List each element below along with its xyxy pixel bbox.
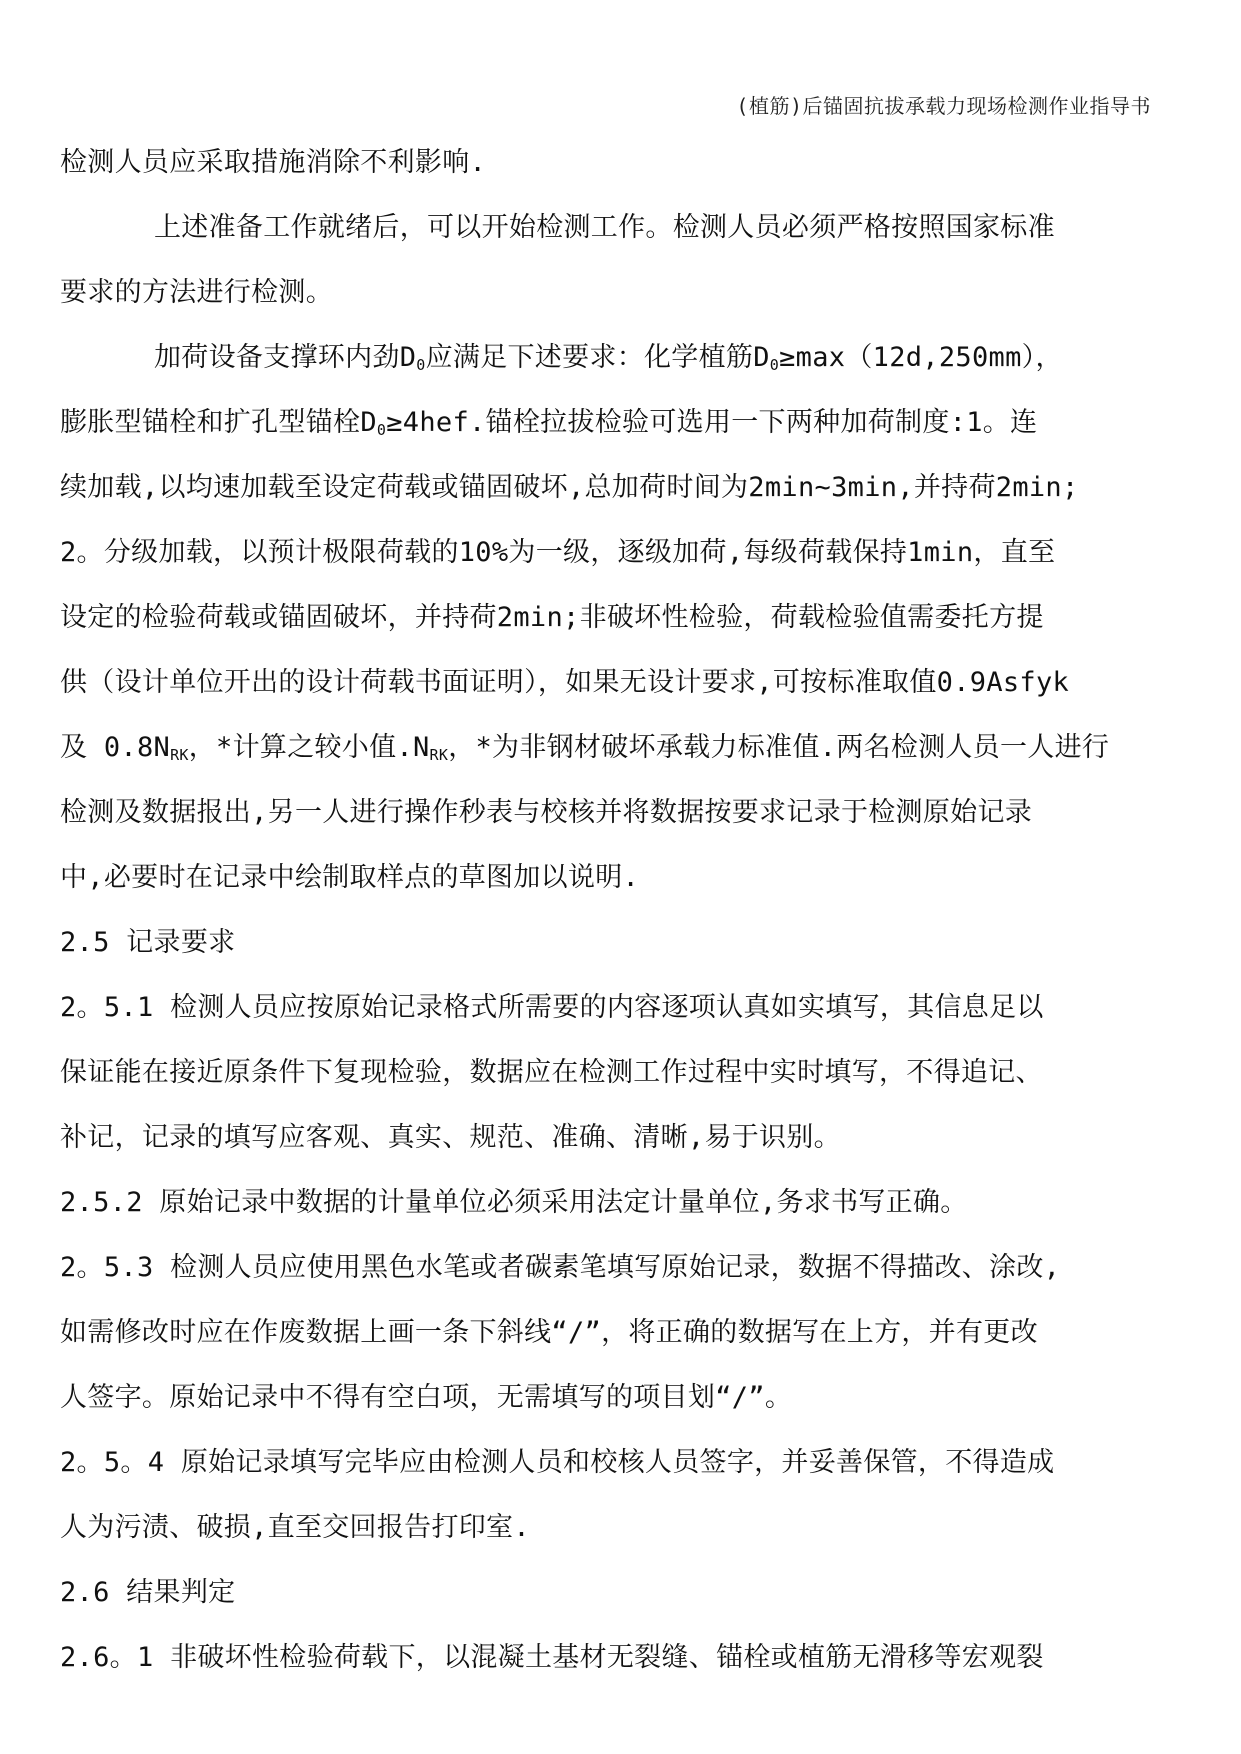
document-body xyxy=(60,130,1180,1690)
subscript: RK xyxy=(429,746,449,764)
page-header: (植筋)后锚固抗拔承载力现场检测作业指导书 xyxy=(736,94,1151,118)
text-line: 2。分级加载，以预计极限荷载的10%为一级，逐级加荷,每级荷载保持1min，直至 xyxy=(60,537,1056,568)
section-heading: 2.6 结果判定 xyxy=(60,1577,236,1608)
text-span: 膨胀型锚栓和扩孔型锚栓 xyxy=(60,407,361,438)
text-line: 人为污渍、破损,直至交回报告打印室. xyxy=(60,1512,530,1543)
text-line: 要求的方法进行检测。 xyxy=(60,277,333,308)
text-line: 2。5。4 原始记录填写完毕应由检测人员和校核人员签字，并妥善保管，不得造成 xyxy=(60,1447,1055,1478)
text-line: 中,必要时在记录中绘制取样点的草图加以说明. xyxy=(60,862,640,893)
text-span: ，*为非钢材破坏承载力标准值.两名检测人员一人进行 xyxy=(448,732,1110,763)
subscript: 0 xyxy=(376,421,387,439)
text-span: ≥max（12d,250mm）， xyxy=(779,342,1063,373)
text-line: 如需修改时应在作废数据上画一条下斜线“/”，将正确的数据写在上方，并有更改 xyxy=(60,1317,1038,1348)
text-line xyxy=(60,715,1180,780)
text-line: 续加载,以均速加载至设定荷载或锚固破坏,总加荷时间为2min~3min,并持荷2min; xyxy=(60,472,1079,503)
text-line xyxy=(60,390,1180,455)
text-line: 人签字。原始记录中不得有空白项，无需填写的项目划“/”。 xyxy=(60,1382,793,1413)
text-span: ，*计算之较小值.N xyxy=(188,732,430,763)
symbol-d: D xyxy=(360,407,377,438)
text-span: ≥4hef.锚栓拉拔检验可选用一下两种加荷制度:1。连 xyxy=(386,407,1038,438)
symbol-d: D xyxy=(753,342,770,373)
subscript: 0 xyxy=(416,356,426,374)
text-line: 供（设计单位开出的设计荷载书面证明），如果无设计要求,可按标准取值0.9Asfyk xyxy=(60,667,1070,698)
paragraph-start: 上述准备工作就绪后，可以开始检测工作。检测人员必须严格按照国家标准 xyxy=(154,212,1055,243)
text-line: 2.5.2 原始记录中数据的计量单位必须采用法定计量单位,务求书写正确。 xyxy=(60,1187,968,1218)
text-line: 检测及数据报出,另一人进行操作秒表与校核并将数据按要求记录于检测原始记录 xyxy=(60,797,1033,828)
symbol-d: D xyxy=(399,342,417,373)
subscript: 0 xyxy=(769,356,780,374)
text-line: 2。5.1 检测人员应按原始记录格式所需要的内容逐项认真如实填写，其信息足以 xyxy=(60,992,1044,1023)
text-span: 及 0.8N xyxy=(60,732,171,763)
text-line: 2.6。1 非破坏性检验荷载下，以混凝土基材无裂缝、锚栓或植筋无滑移等宏观裂 xyxy=(60,1642,1044,1673)
section-heading: 2.5 记录要求 xyxy=(60,927,236,958)
text-line: 2。5.3 检测人员应使用黑色水笔或者碳素笔填写原始记录，数据不得描改、涂改, xyxy=(60,1252,1061,1283)
text-line: 设定的检验荷载或锚固破坏，并持荷2min;非破坏性检验，荷载检验值需委托方提 xyxy=(60,602,1044,633)
text-line: 检测人员应采取措施消除不利影响. xyxy=(60,147,487,178)
text-span: 应满足下述要求：化学植筋 xyxy=(425,342,754,373)
paragraph-start xyxy=(60,325,1180,390)
text-line: 补记，记录的填写应客观、真实、规范、准确、清晰,易于识别。 xyxy=(60,1122,841,1153)
text-line: 保证能在接近原条件下复现检验，数据应在检测工作过程中实时填写，不得追记、 xyxy=(60,1057,1043,1088)
subscript: RK xyxy=(170,746,189,764)
text-span: 加荷设备支撑环内劲 xyxy=(154,342,400,373)
